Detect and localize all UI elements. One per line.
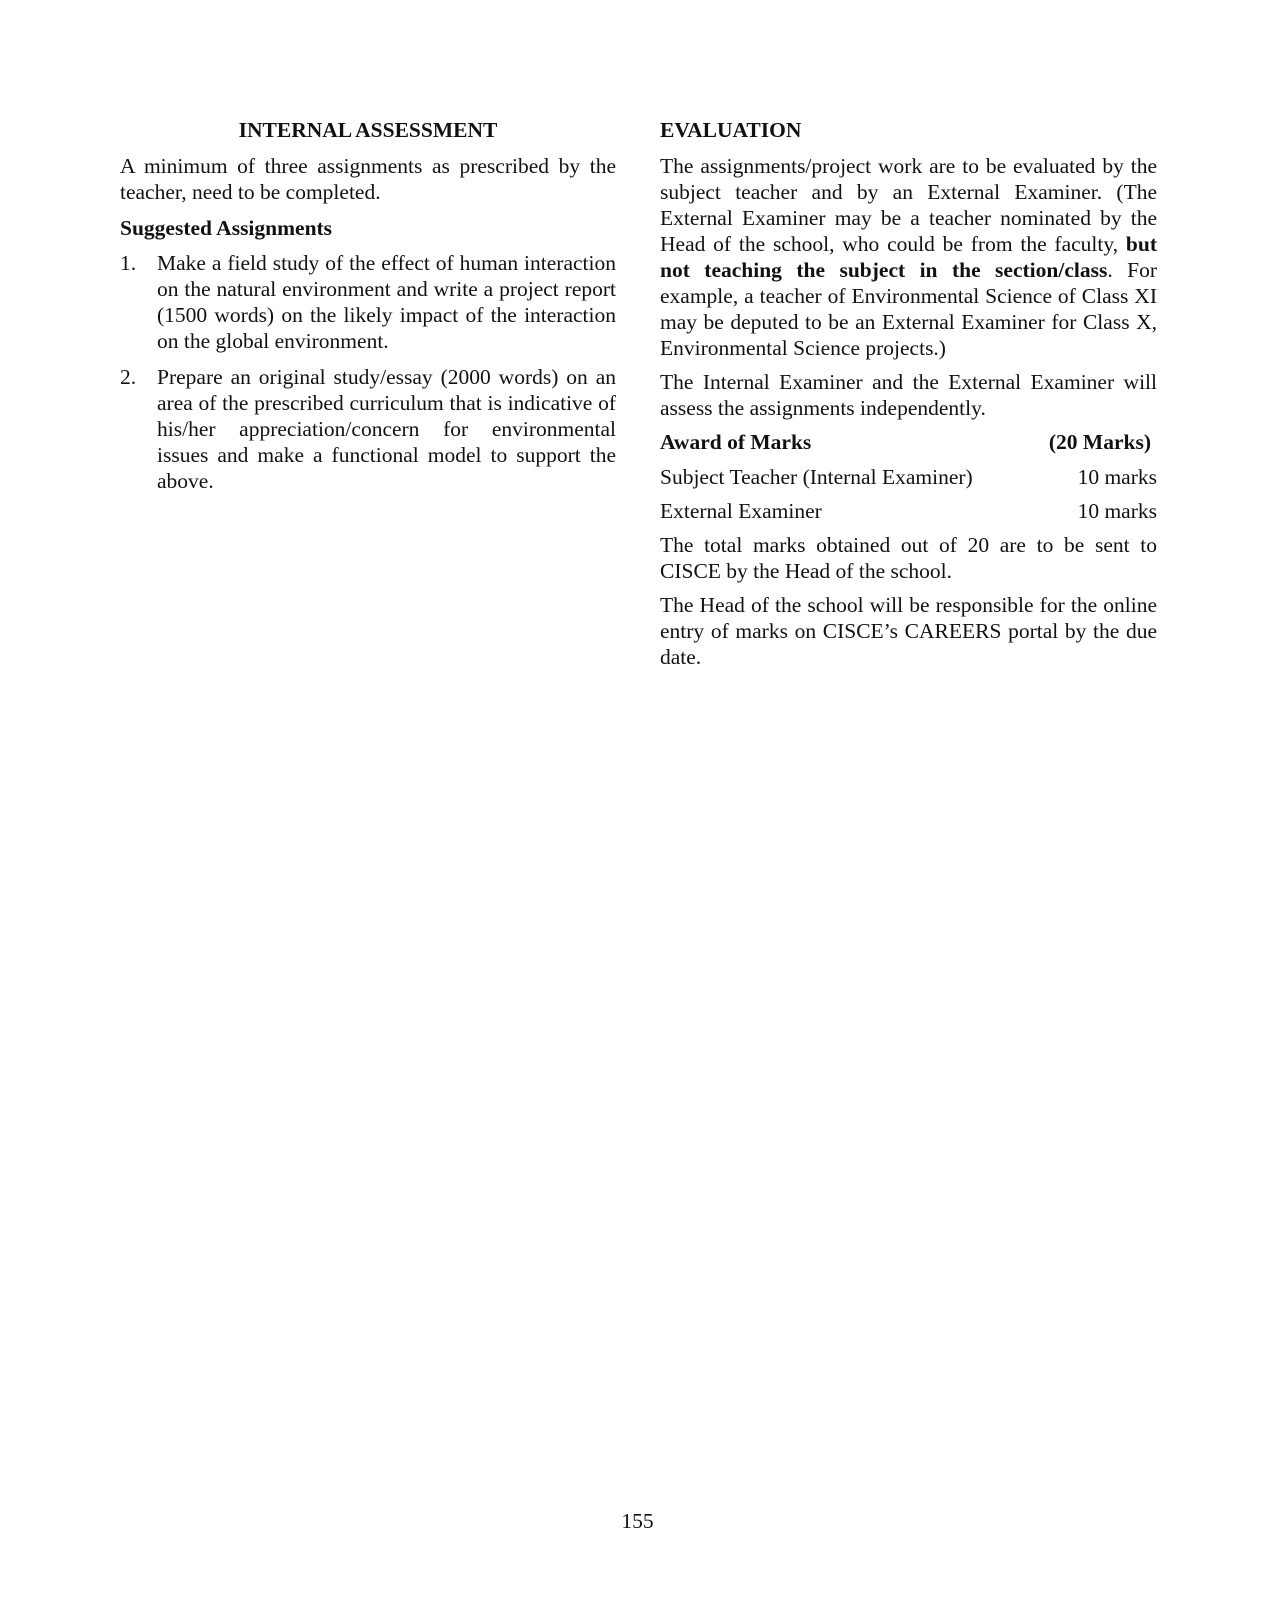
award-of-marks-total: (20 Marks): [1048, 430, 1151, 454]
evaluation-text-end: . For example, a teacher of Environmental Science of Class XI may be deputed to be an External Examiner for Class X, Environmental Science projects.): [660, 258, 1158, 360]
list-item-text: Prepare an original study/essay (2000 words) on an area of the prescribed curriculum that is indicative of his/her appreciation/concern for environmental issues and make a functional model to support the above.: [157, 365, 616, 493]
award-of-marks-label: Award of Marks: [660, 430, 812, 454]
marks-label: External Examiner: [660, 499, 822, 523]
marks-value: 10 marks: [1077, 499, 1157, 523]
internal-assessment-heading: INTERNAL ASSESSMENT: [238, 118, 498, 142]
award-of-marks-row: [660, 429, 1157, 455]
evaluation-heading: EVALUATION: [660, 118, 802, 142]
marks-label: Subject Teacher (Internal Examiner): [660, 465, 973, 489]
total-marks-paragraph: The total marks obtained out of 20 are to be sent to CISCE by the Head of the school.: [660, 533, 1157, 583]
page-number: 155: [621, 1509, 654, 1533]
assignment-list: [120, 250, 616, 494]
list-item-number: 1.: [120, 251, 137, 275]
list-item: [120, 250, 616, 354]
independent-assessment-paragraph: The Internal Examiner and the External Examiner will assess the assignments independently.: [660, 370, 1157, 420]
marks-value: 10 marks: [1077, 465, 1157, 489]
marks-row: [660, 498, 1157, 524]
list-item: [120, 364, 616, 494]
evaluation-emphasis: but not teaching the subject in the section/class: [660, 232, 1157, 282]
list-item-number: 2.: [120, 365, 137, 389]
marks-row: [660, 464, 1157, 490]
evaluation-text-start: The assignments/project work are to be evaluated by the subject teacher and by an External Examiner. (The External Examiner may be a teacher nominated by the Head of the school, who could be from the faculty,: [660, 154, 1157, 256]
right-column: [660, 117, 1157, 678]
list-item-text: Make a field study of the effect of human interaction on the natural environment and write a project report (1500 words) on the likely impact of the interaction on the global environment.: [157, 251, 616, 353]
left-column: [120, 117, 616, 504]
evaluation-paragraph: [660, 153, 1157, 361]
suggested-assignments-heading: Suggested Assignments: [120, 216, 333, 240]
intro-paragraph: A minimum of three assignments as prescribed by the teacher, need to be completed.: [120, 154, 616, 204]
online-entry-paragraph: The Head of the school will be responsible for the online entry of marks on CISCE’s CAREERS portal by the due date.: [660, 593, 1157, 669]
